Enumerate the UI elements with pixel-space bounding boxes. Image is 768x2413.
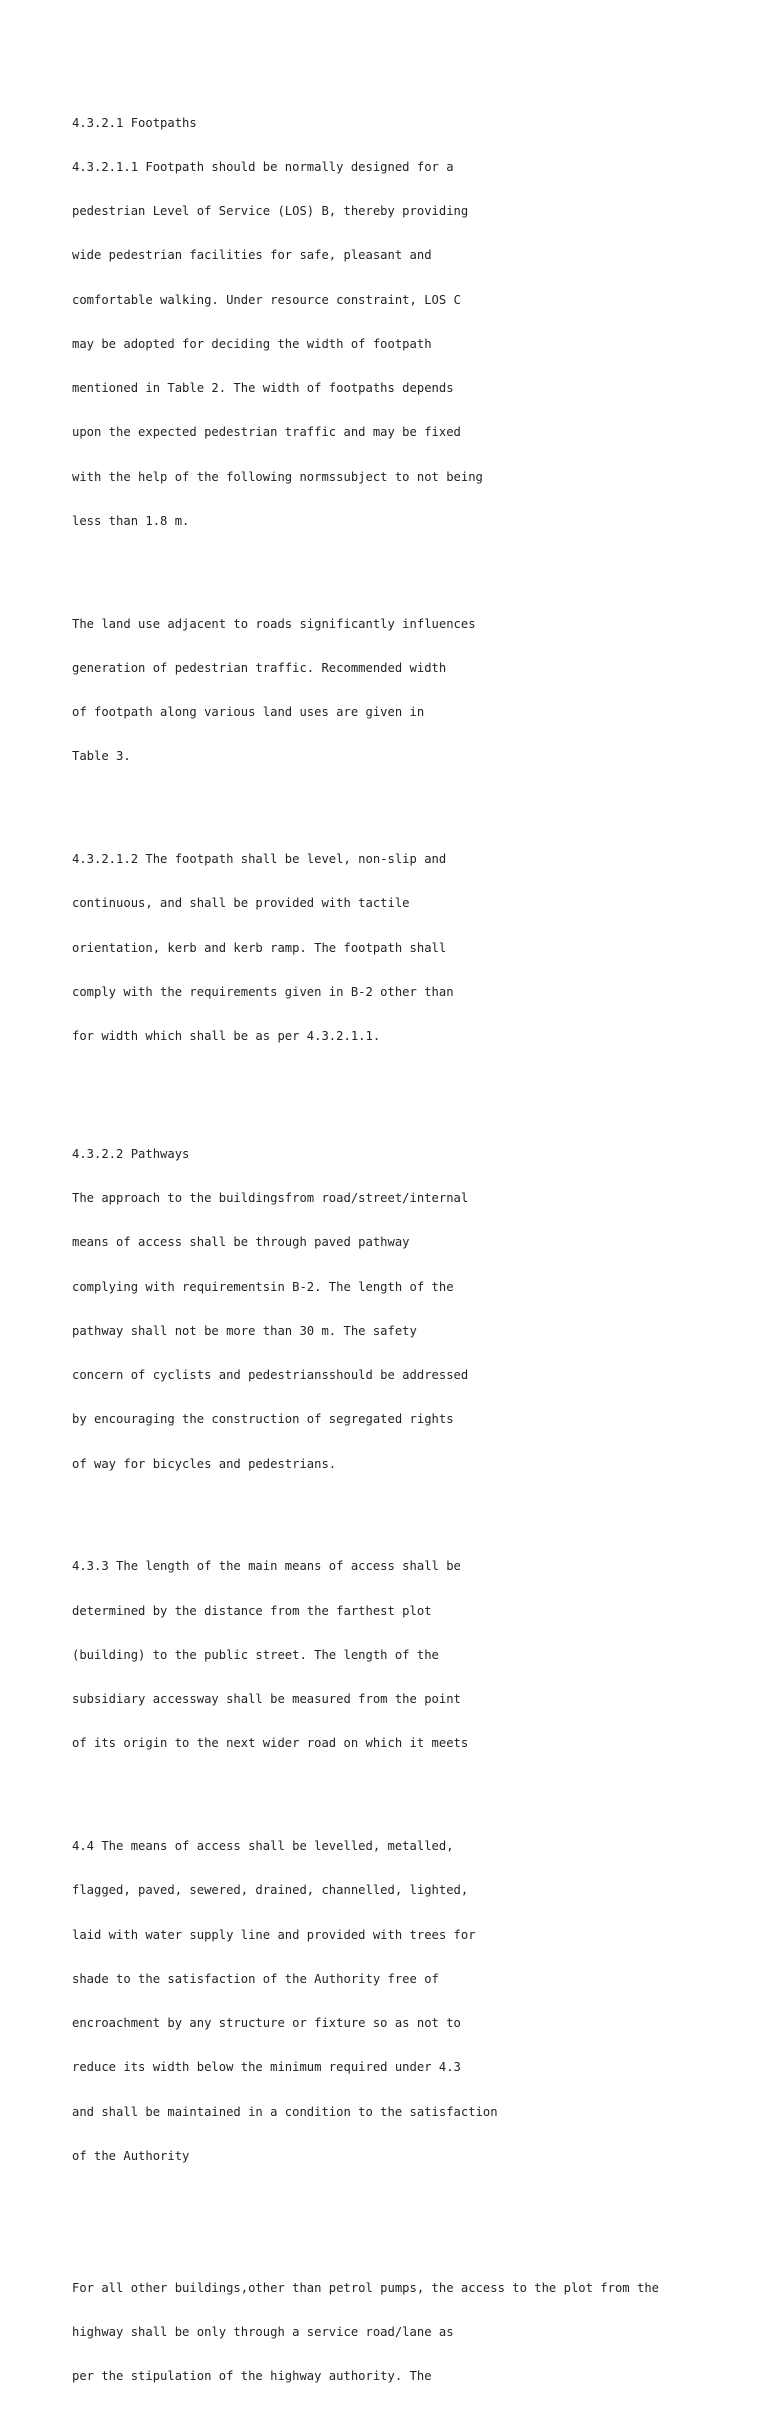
section-pathways xyxy=(72,1117,762,1501)
text-line: highway shall be only through a service road/lane as xyxy=(72,2324,454,2339)
text-line: pedestrian Level of Service (LOS) B, thereby providing xyxy=(72,204,469,218)
text-line: encroachment by any structure or fixture so as not to xyxy=(72,2016,461,2030)
text-line: The approach to the buildingsfrom road/street/internal xyxy=(72,1191,469,1205)
document-page xyxy=(72,86,762,2413)
text-line: means of access shall be through paved pathway xyxy=(72,1235,410,1250)
text-line: for width which shall be as per 4.3.2.1.1. xyxy=(72,1029,381,1043)
paragraph-gap xyxy=(72,2193,762,2251)
text-line: with the help of the following normssubject to not being xyxy=(72,469,483,484)
text-line: laid with water supply line and provided with trees for xyxy=(72,1927,476,1942)
text-line: concern of cyclists and pedestriansshould be addressed xyxy=(72,1368,469,1382)
paragraph-gap xyxy=(72,1073,762,1117)
text-line: by encouraging the construction of segregated rights xyxy=(72,1412,454,1427)
text-line: (building) to the public street. The length of the xyxy=(72,1647,439,1662)
text-line: For all other buildings,other than petrol pumps, the access to the plot from the xyxy=(72,2280,659,2295)
section-means-of-access-standards xyxy=(72,1810,762,2194)
text-line: 4.4 The means of access shall be levelled, metalled, xyxy=(72,1839,454,1853)
text-line: complying with requirementsin B-2. The length of the xyxy=(72,1279,454,1294)
section-heading: 4.3.2.1 Footpaths xyxy=(72,115,197,130)
text-line: of way for bicycles and pedestrians. xyxy=(72,1456,337,1471)
section-footpath-level xyxy=(72,823,762,1074)
text-line: shade to the satisfaction of the Authority free of xyxy=(72,1971,439,1986)
section-footpaths xyxy=(72,86,762,558)
paragraph-gap xyxy=(72,794,762,823)
section-highway-access xyxy=(72,2251,762,2413)
paragraph-gap xyxy=(72,1781,762,1810)
text-line: upon the expected pedestrian traffic and may be fixed xyxy=(72,425,461,440)
text-line: 4.3.3 The length of the main means of access shall be xyxy=(72,1559,461,1574)
text-line: of the Authority xyxy=(72,2148,190,2163)
text-line: per the stipulation of the highway authority. The xyxy=(72,2369,432,2383)
text-line: may be adopted for deciding the width of footpath xyxy=(72,336,432,351)
text-line: reduce its width below the minimum required under 4.3 xyxy=(72,2060,461,2075)
text-line: The land use adjacent to roads significantly influences xyxy=(72,616,476,631)
text-line: 4.3.2.1.2 The footpath shall be level, non-slip and xyxy=(72,852,447,866)
text-line: flagged, paved, sewered, drained, channelled, lighted, xyxy=(72,1883,469,1898)
text-line: less than 1.8 m. xyxy=(72,513,190,528)
section-main-means-of-access xyxy=(72,1530,762,1781)
text-line: Table 3. xyxy=(72,749,131,764)
text-line: of footpath along various land uses are given in xyxy=(72,705,425,719)
text-line: determined by the distance from the farthest plot xyxy=(72,1603,432,1618)
text-line: of its origin to the next wider road on which it meets xyxy=(72,1736,469,1751)
text-line: comfortable walking. Under resource constraint, LOS C xyxy=(72,292,461,307)
text-line: subsidiary accessway shall be measured from the point xyxy=(72,1692,461,1706)
text-line: and shall be maintained in a condition to the satisfaction xyxy=(72,2104,498,2119)
text-line: mentioned in Table 2. The width of footpaths depends xyxy=(72,381,454,395)
section-heading: 4.3.2.2 Pathways xyxy=(72,1146,190,1161)
text-line: generation of pedestrian traffic. Recommended width xyxy=(72,660,447,675)
text-line: pathway shall not be more than 30 m. The safety xyxy=(72,1323,417,1338)
text-line: 4.3.2.1.1 Footpath should be normally designed for a xyxy=(72,159,454,174)
text-line: wide pedestrian facilities for safe, pleasant and xyxy=(72,248,432,263)
text-line: orientation, kerb and kerb ramp. The footpath shall xyxy=(72,940,447,955)
paragraph-gap xyxy=(72,558,762,587)
section-land-use xyxy=(72,587,762,794)
paragraph-gap xyxy=(72,1501,762,1530)
text-line: comply with the requirements given in B-2 other than xyxy=(72,984,454,999)
text-line: continuous, and shall be provided with tactile xyxy=(72,896,410,911)
